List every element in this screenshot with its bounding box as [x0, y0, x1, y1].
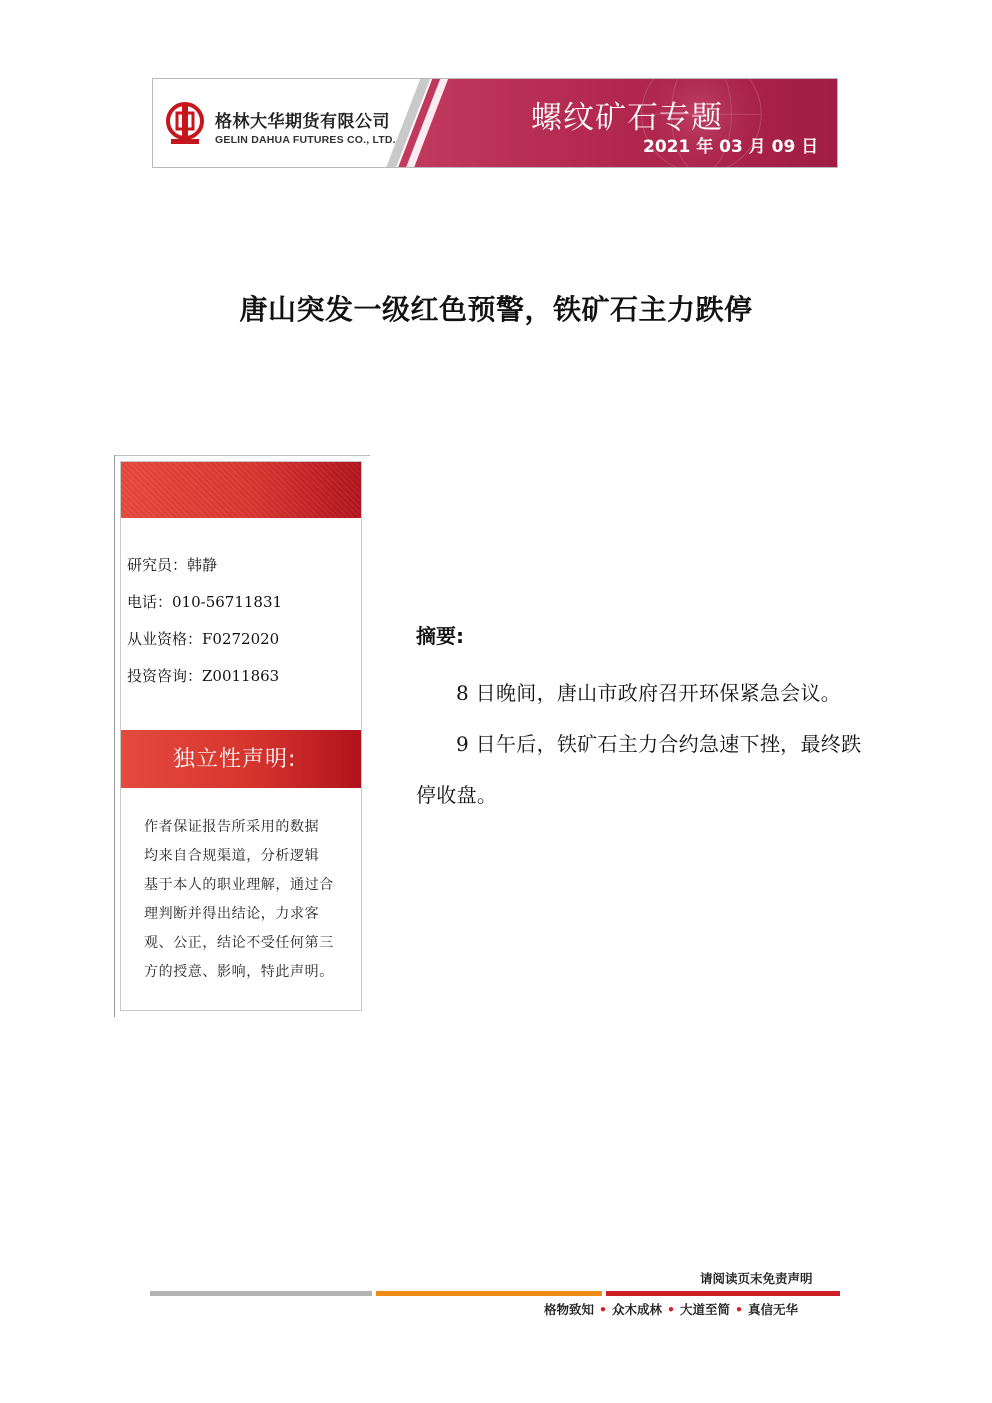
statement-heading: 独立性声明:: [173, 747, 297, 772]
footer-bar-orange: [376, 1291, 602, 1296]
motto-item: 大道至简: [680, 1302, 731, 1317]
company-name-chinese: 格林大华期货有限公司: [215, 112, 390, 132]
footer-disclaimer-note: 请阅读页末免责声明: [700, 1271, 813, 1286]
analyst-name: 研究员：韩静: [127, 556, 218, 574]
analyst-info: [127, 547, 282, 695]
footer-bar-red: [606, 1291, 840, 1296]
sidebar-frame-left-line: [114, 455, 115, 1017]
report-date: 2021 年 03 月 09 日: [643, 137, 819, 157]
sidebar-frame-top-line: [114, 455, 370, 456]
statement-line: 作者保证报告所采用的数据: [144, 819, 320, 835]
statement-line: 观、公正，结论不受任何第三: [144, 935, 334, 951]
statement-heading-band: [121, 730, 361, 788]
bullet-dot-icon: •: [599, 1302, 608, 1317]
analyst-sidebar: [120, 461, 362, 1011]
footer-motto: [544, 1300, 798, 1318]
article-title: 唐山突发一级红色预警，铁矿石主力跌停: [239, 293, 753, 326]
company-name-english: GELIN DAHUA FUTURES CO., LTD.: [215, 134, 396, 146]
sidebar-top-band: [121, 462, 361, 518]
report-header-banner: [152, 78, 838, 168]
motto-item: 格物致知: [544, 1302, 595, 1317]
report-series-title: 螺纹矿石专题: [531, 100, 723, 136]
statement-line: 基于本人的职业理解，通过合: [144, 877, 334, 893]
summary-paragraph: 9 日午后，铁矿石主力合约急速下挫，最终跌停收盘。: [416, 732, 862, 807]
summary-body: [416, 668, 872, 821]
statement-line: 方的授意、影响，特此声明。: [144, 964, 334, 980]
motto-item: 真信无华: [748, 1302, 799, 1317]
summary-label: 摘要:: [416, 624, 464, 648]
independence-statement: [144, 813, 344, 987]
motto-item: 众木成林: [612, 1302, 663, 1317]
bullet-dot-icon: •: [735, 1302, 744, 1317]
statement-line: 理判断并得出结论，力求客: [144, 906, 320, 922]
statement-line: 均来自合规渠道，分析逻辑: [144, 848, 320, 864]
summary-paragraph: 8 日晚间，唐山市政府召开环保紧急会议。: [456, 681, 842, 705]
gelin-dahua-logo-icon: [165, 99, 205, 147]
bullet-dot-icon: •: [667, 1302, 676, 1317]
analyst-advisory-license: 投资咨询：Z0011863: [127, 667, 280, 685]
analyst-license: 从业资格：F0272020: [127, 630, 280, 648]
analyst-phone: 电话：010-56711831: [127, 593, 283, 611]
footer-bar-gray: [150, 1291, 372, 1296]
